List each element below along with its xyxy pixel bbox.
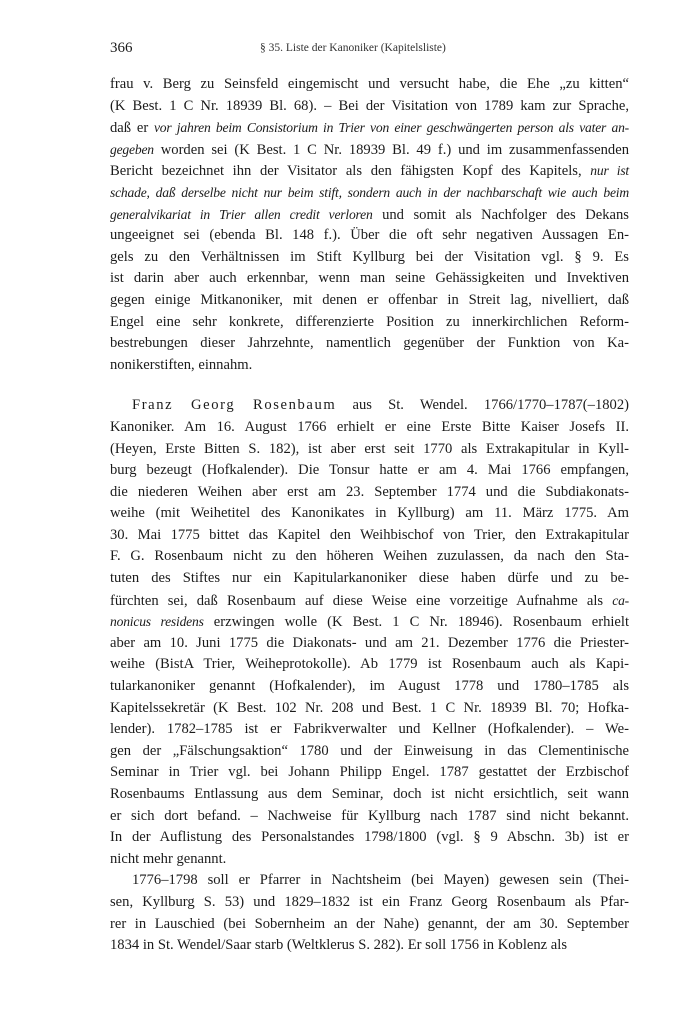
text-run: Seminar in Trier vgl. bei Johann Philipp Engel. 1787 gestattet der Erzbischof xyxy=(110,764,629,781)
text-run: In der Auflistung des Personalstandes 1798/1800 (vgl. § 9 Abschn. 3b) ist er xyxy=(110,829,629,846)
text-line xyxy=(110,204,629,226)
body-text xyxy=(110,74,629,957)
text-line xyxy=(110,74,629,96)
text-line xyxy=(110,568,629,590)
text-line xyxy=(110,460,629,482)
text-run: frau v. Berg zu Seinsfeld eingemischt und versucht habe, die Ehe „zu kitten“ xyxy=(110,76,629,92)
text-run: 1776–1798 soll er Pfarrer in Nachtsheim (bei Mayen) gewesen sein (Thei- xyxy=(132,872,629,889)
entry-name: Franz Georg Rosenbaum xyxy=(132,397,337,414)
text-run: erzwingen wolle (K Best. 1 C Nr. 18946). Rosenbaum erhielt xyxy=(203,614,630,631)
text-line xyxy=(110,160,629,182)
text-run: daß er xyxy=(110,120,154,137)
text-line xyxy=(110,914,629,936)
text-run: ist darin aber auch erkennbar, wenn man seine Gehässigkeiten und Invektiven xyxy=(110,270,629,287)
text-line xyxy=(110,892,629,914)
text-run: Kapitelssekretär (K Best. 102 Nr. 208 und Best. 1 C Nr. 18939 Bl. 70; Hofka- xyxy=(110,699,629,716)
text-run: aus St. Wendel. 1766/1770–1787(–1802) xyxy=(336,397,629,414)
text-run: nonikerstiften, einnahm. xyxy=(110,356,253,373)
text-line xyxy=(110,482,629,504)
text-line xyxy=(110,395,629,417)
text-run: Rosenbaums Entlassung aus dem Seminar, doch ist nicht ersichtlich, seit wann xyxy=(110,786,629,802)
text-line xyxy=(110,417,629,439)
text-run: weihe (BistA Trier, Weiheprotokolle). Ab 1779 ist Rosenbaum auch als Kapi- xyxy=(110,656,629,673)
text-line xyxy=(110,676,629,698)
text-run: 30. Mai 1775 bittet das Kapitel den Weihbischof von Trier, den Extrakapitular xyxy=(110,526,629,543)
page-header xyxy=(110,40,590,60)
text-line xyxy=(110,439,629,461)
text-line xyxy=(110,312,629,334)
paragraph-rosenbaum-entry xyxy=(110,395,629,870)
text-run: gels zu den Verhältnissen im Stift Kyllburg bei der Visitation vgl. § 9. Es xyxy=(110,248,629,265)
text-run: gegen einige Mitkanoniker, mit denen er offenbar in Streit lag, nivelliert, daß xyxy=(110,291,629,308)
text-line xyxy=(110,698,629,720)
running-head: § 35. Liste der Kanoniker (Kapitelsliste) xyxy=(260,42,446,54)
text-run: aber am 10. Juni 1775 die Diakonats- und am 21. Dezember 1776 die Priester- xyxy=(110,634,629,651)
text-run: fürchten sei, daß Rosenbaum auf diese Weise eine vorzeitige Aufnahme als xyxy=(110,592,613,609)
text-line xyxy=(110,633,629,655)
text-run: lender). 1782–1785 ist er Fabrikverwalter und Kellner (Hofkalender). – We- xyxy=(110,721,629,738)
text-line xyxy=(110,503,629,525)
text-line xyxy=(110,268,629,290)
text-line xyxy=(110,139,629,161)
italic-quote: nur ist xyxy=(590,163,629,179)
text-run: Bericht bezeichnet ihn der Visitator als den fähigsten Kopf des Kapitels, xyxy=(110,163,591,180)
text-line xyxy=(110,806,629,828)
text-run: F. G. Rosenbaum nicht zu den höheren Weihen zuzulassen, da nach den Sta- xyxy=(110,548,629,565)
text-line xyxy=(110,849,629,871)
text-line xyxy=(110,290,629,312)
text-line xyxy=(110,182,629,204)
text-line xyxy=(110,827,629,849)
text-run: sen, Kyllburg S. 53) und 1829–1832 ist ein Franz Georg Rosenbaum als Pfar- xyxy=(110,893,629,910)
text-line xyxy=(110,525,629,547)
text-line xyxy=(110,333,629,355)
text-run: worden sei (K Best. 1 C Nr. 18939 Bl. 49 f.) und im zusammenfassenden xyxy=(153,141,629,158)
italic-quote: vor jahren beim Consistorium in Trier von einer geschwängerten person als vater an- xyxy=(153,120,629,136)
text-line xyxy=(110,355,629,377)
text-run: (Heyen, Erste Bitten S. 182), ist aber erst seit 1770 als Extrakapitular in Kyll- xyxy=(110,440,629,457)
text-line xyxy=(110,870,629,892)
text-run: Kanoniker. Am 16. August 1766 erhielt er eine Erste Bitte Kaiser Josefs II. xyxy=(110,418,629,435)
text-line xyxy=(110,590,629,612)
paragraph-engel-continuation xyxy=(110,74,629,376)
text-run: weihe (mit Weihetitel des Kanonikates in Kyllburg) am 11. März 1775. Am xyxy=(110,505,629,522)
text-line xyxy=(110,225,629,247)
text-run: er sich dort befand. – Nachweise für Kyllburg nach 1787 sind nicht bekannt. xyxy=(110,807,629,824)
text-run: tularkanoniker genannt (Hofkalender), im August 1778 und 1780–1785 als xyxy=(110,678,629,695)
text-line xyxy=(110,117,629,139)
text-run: bestrebungen dieser Jahrzehnte, namentlich gegenüber der Funktion von Ka- xyxy=(110,335,629,352)
text-line xyxy=(110,654,629,676)
italic-quote: generalvikariat in Trier allen credit verloren xyxy=(110,206,373,222)
text-line xyxy=(110,784,629,806)
italic-quote: nonicus residens xyxy=(110,614,204,630)
page-number: 366 xyxy=(110,40,133,56)
text-line xyxy=(110,935,629,957)
text-line xyxy=(110,741,629,763)
text-run: (K Best. 1 C Nr. 18939 Bl. 68). – Bei der Visitation von 1789 kam zur Sprache, xyxy=(110,97,629,114)
text-run: ungeeignet sei (ebenda Bl. 148 f.). Über die oft sehr negativen Aussagen En- xyxy=(110,227,629,244)
text-run: und somit als Nachfolger des Dekans xyxy=(372,206,629,223)
text-line xyxy=(110,611,629,633)
text-run: die niederen Weihen aber erst am 23. September 1774 und die Subdiakonats- xyxy=(110,483,629,500)
text-line xyxy=(110,719,629,741)
text-line xyxy=(110,247,629,269)
text-line xyxy=(110,762,629,784)
text-run: gen der „Fälschungsaktion“ 1780 und der Einweisung in das Clementinische xyxy=(110,742,629,759)
text-run: 1834 in St. Wendel/Saar starb (Weltklerus S. 282). Er soll 1756 in Koblenz als xyxy=(110,937,568,954)
italic-quote: ca- xyxy=(612,592,629,608)
text-run: Engel eine sehr konkrete, differenzierte Position zu innerkirchlichen Reform- xyxy=(110,313,629,330)
italic-quote: schade, daß derselbe nicht nur beim stift, sondern auch in der nachbarschaft wie auch beim xyxy=(110,184,629,200)
text-run: tuten des Stiftes nur ein Kapitularkanoniker diese haben dürfe und zu be- xyxy=(110,570,629,587)
text-run: rer in Lauschied (bei Sobernheim an der Nahe) genannt, der am 30. September xyxy=(110,915,629,932)
text-line xyxy=(110,96,629,118)
paragraph-rosenbaum-pfarrer xyxy=(110,870,629,956)
text-line xyxy=(110,546,629,568)
text-run: nicht mehr genannt. xyxy=(110,850,227,867)
text-run: burg bezeugt (Hofkalender). Die Tonsur hatte er am 4. Mai 1766 empfangen, xyxy=(110,462,629,479)
italic-quote: gegeben xyxy=(110,141,154,157)
